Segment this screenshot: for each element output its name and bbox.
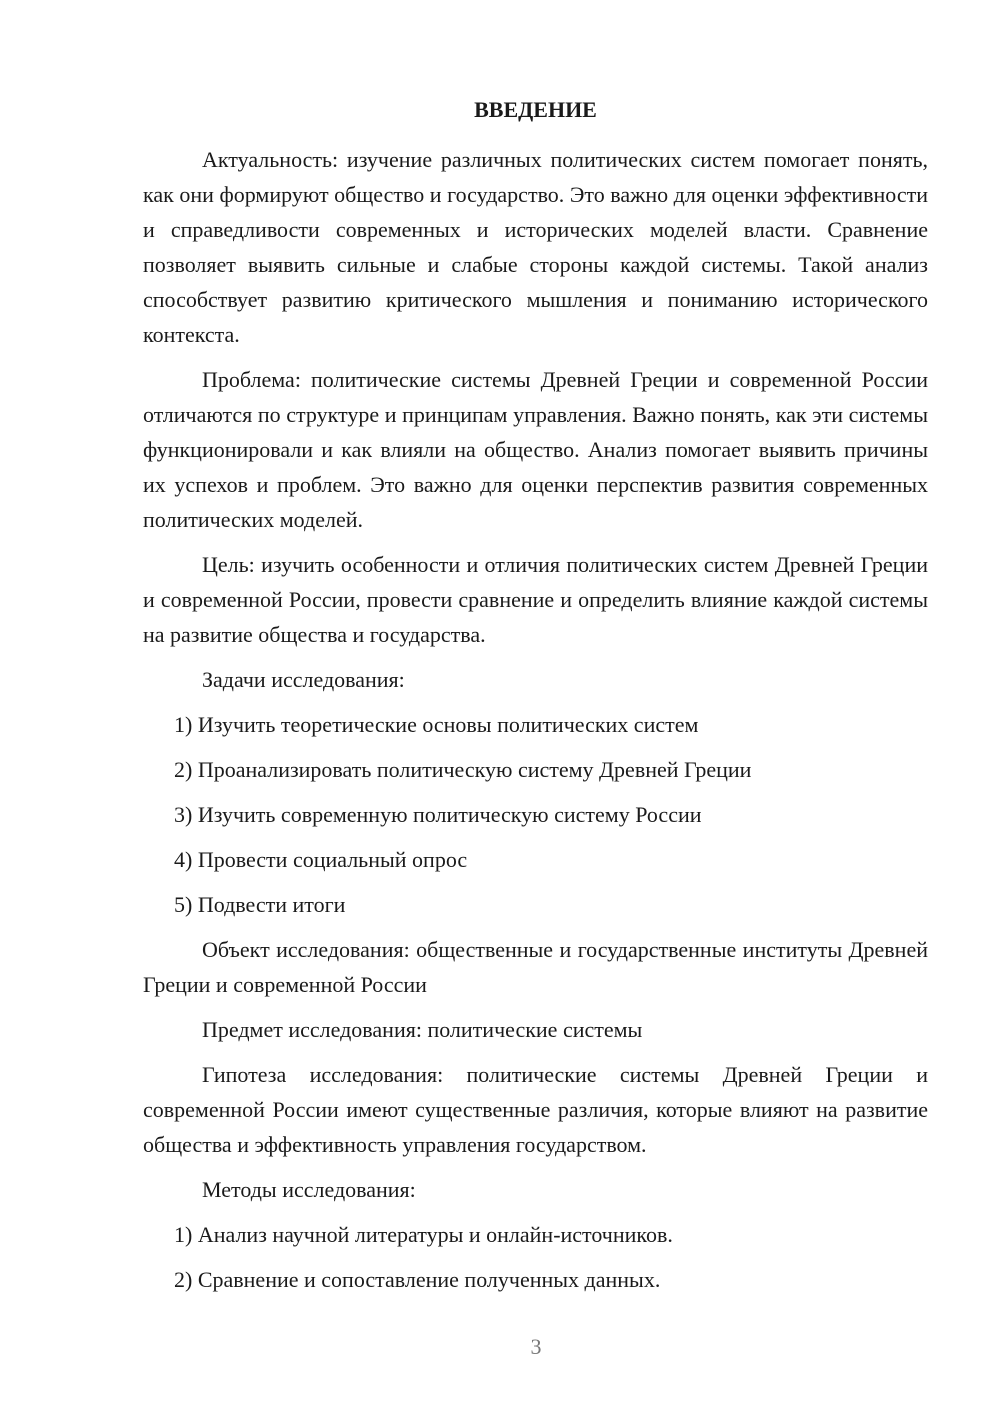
section-title: ВВЕДЕНИЕ xyxy=(474,97,597,122)
task-item-1: 1) Изучить теоретические основы политических систем xyxy=(174,712,699,737)
goal-paragraph: Цель: изучить особенности и отличия политических систем Древней Греции и современной России, провести сравнение и определить влияние каждой системы на развитие общества и государства. xyxy=(143,552,928,647)
task-item-3: 3) Изучить современную политическую систему России xyxy=(174,802,702,827)
object-paragraph: Объект исследования: общественные и государственные институты Древней Греции и современной России xyxy=(143,937,928,997)
method-item-1: 1) Анализ научной литературы и онлайн-источников. xyxy=(174,1222,673,1247)
document-page xyxy=(143,92,928,1307)
task-item-2: 2) Проанализировать политическую систему Древней Греции xyxy=(174,757,752,782)
methods-heading: Методы исследования: xyxy=(202,1177,416,1202)
subject-paragraph: Предмет исследования: политические системы xyxy=(202,1017,643,1042)
problem-paragraph: Проблема: политические системы Древней Греции и современной России отличаются по структуре и принципам управления. Важно понять, как эти системы функционировали и как влияли на общество. Анализ помогает выявить причины их успехов и проблем. Это важно для оценки перспектив развития современных политических моделей. xyxy=(143,367,928,532)
tasks-heading: Задачи исследования: xyxy=(202,667,405,692)
task-item-5: 5) Подвести итоги xyxy=(174,892,346,917)
task-item-4: 4) Провести социальный опрос xyxy=(174,847,468,872)
page-number: 3 xyxy=(530,1334,542,1359)
relevance-paragraph: Актуальность: изучение различных политических систем помогает понять, как они формируют общество и государство. Это важно для оценки эффективности и справедливости современных и исторических моделей власти. Сравнение позволяет выявить сильные и слабые стороны каждой системы. Такой анализ способствует развитию критического мышления и пониманию исторического контекста. xyxy=(143,147,928,347)
method-item-2: 2) Сравнение и сопоставление полученных данных. xyxy=(174,1267,661,1292)
hypothesis-paragraph: Гипотеза исследования: политические системы Древней Греции и современной России имеют существенные различия, которые влияют на развитие общества и эффективность управления государством. xyxy=(143,1062,928,1157)
